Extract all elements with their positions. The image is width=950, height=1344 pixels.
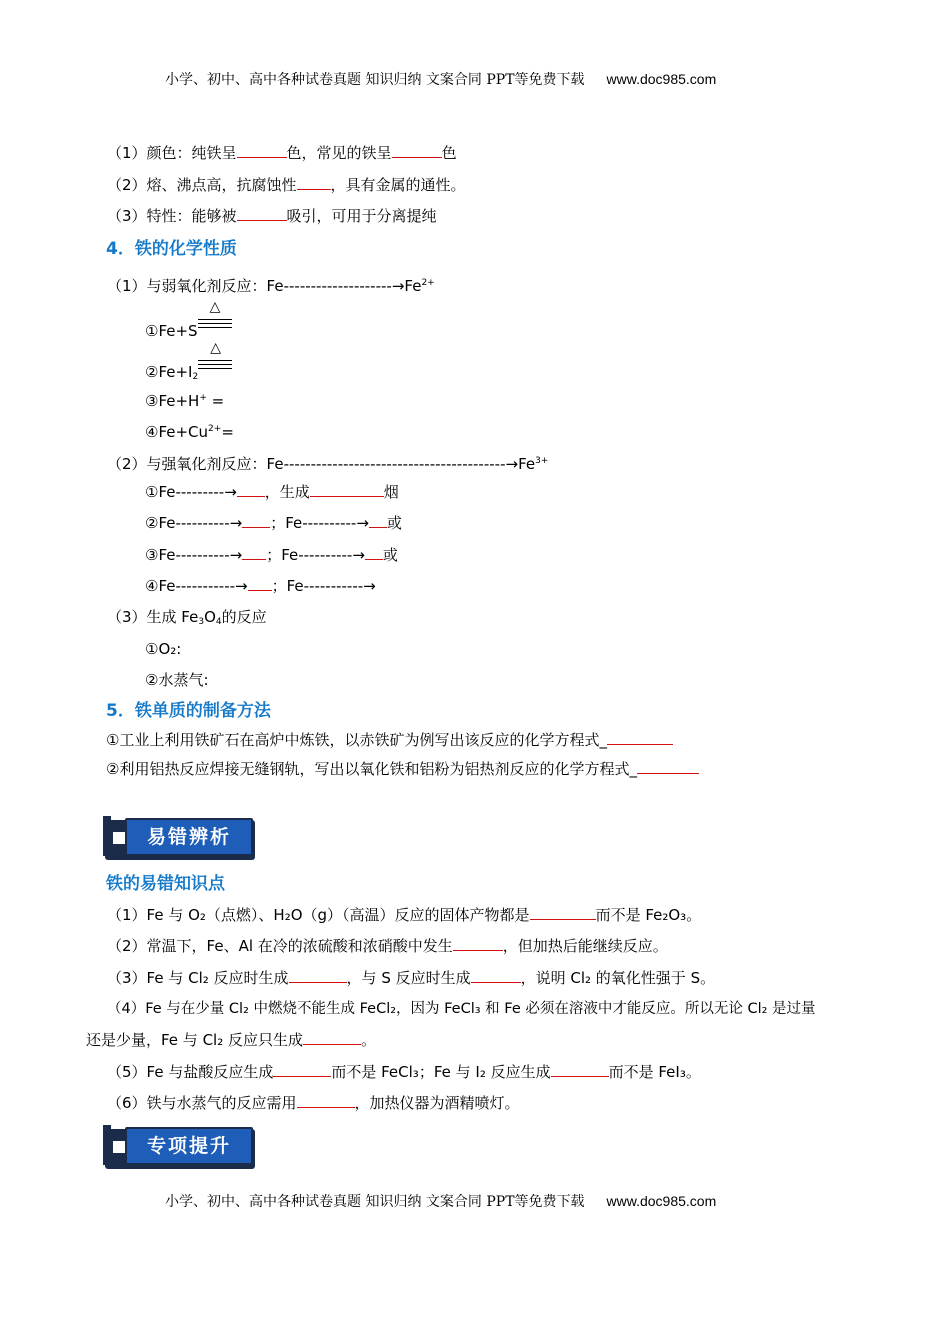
color-text-a: （1）颜色：纯铁呈 [107,144,237,162]
fe-i2-text: ②Fe+I [145,363,193,381]
banner-common-errors-label: 易错辨析 [125,818,253,856]
e6-text-a: （6）铁与水蒸气的反应需用 [107,1094,297,1112]
s2-text-b: ；Fe----------→ [270,514,369,532]
melting-text-a: （2）熔、沸点高，抗腐蚀性 [107,176,297,194]
s4-text-b: ；Fe-----------→ [271,577,376,595]
answer-blank[interactable] [392,143,442,158]
banner-special-practice-label: 专项提升 [125,1127,253,1165]
answer-blank[interactable] [237,206,287,221]
s2-text-c: 或 [386,514,402,532]
answer-blank[interactable] [237,482,265,497]
heat-equals-sign [198,340,234,377]
magnet-line [107,205,437,227]
answer-blank[interactable] [369,513,387,528]
fe3o4-sub1: 3 [198,617,205,627]
footer-url[interactable]: www.doc985.com [606,1193,717,1209]
steam-line: ②水蒸气: [145,671,209,689]
e3-text-b: ，与 S 反应时生成 [346,969,471,987]
footer-text: 小学、初中、高中各种试卷真题 知识归纳 文案合同 PPT等免费下载 [165,1194,585,1210]
color-text-c: 色 [441,144,457,162]
e4-text-c: 。 [361,1031,377,1049]
color-text-b: 色，常见的铁呈 [286,144,392,162]
magnet-text-b: 吸引，可用于分离提纯 [286,207,437,225]
s1-text-b: ，生成 [264,483,310,501]
answer-blank[interactable] [637,759,699,774]
reaction-fe-s [145,299,234,340]
strong-reaction-3 [145,544,398,566]
answer-blank[interactable] [303,1030,361,1045]
fe-h-eq: = [206,392,225,410]
e5-text-c: 而不是 FeI₃。 [608,1063,701,1081]
answer-blank[interactable] [607,730,673,745]
strong-label-sup: 3+ [535,456,549,466]
melting-line [107,174,466,196]
header-url[interactable]: www.doc985.com [606,71,717,87]
s1-text-a: ①Fe---------→ [145,483,237,501]
fe-h-sup: + [199,393,207,403]
fe3o4-label [107,606,267,628]
section-4-title: 4．铁的化学性质 [106,239,237,259]
error-line-4a: （4）Fe 与在少量 Cl₂ 中燃烧不能生成 FeCl₂，因为 FeCl₃ 和 Fe 必须在溶液中才能反应。所以无论 Cl₂ 是过量 [107,1001,816,1017]
weak-label-sup: 2+ [421,278,435,288]
page-footer [165,1191,716,1211]
s3-text-b: ；Fe----------→ [266,546,365,564]
answer-blank[interactable] [551,1062,609,1077]
banner-common-errors [103,816,253,856]
weak-label-text: （1）与弱氧化剂反应：Fe--------------------→Fe [107,277,422,295]
strong-oxidizer-label [107,450,548,472]
banner-special-practice [103,1125,253,1165]
answer-blank[interactable] [530,905,596,920]
answer-blank[interactable] [310,482,384,497]
answer-blank[interactable] [237,143,287,158]
s3-text-c: 或 [382,546,398,564]
answer-blank[interactable] [471,968,521,983]
answer-blank[interactable] [453,936,503,951]
error-line-6 [107,1092,520,1114]
answer-blank[interactable] [242,545,266,560]
strong-reaction-1 [145,481,399,503]
e2-text-b: ，但加热后能继续反应。 [502,937,668,955]
e1-text-b: 而不是 Fe₂O₃。 [595,906,702,924]
delta-symbol: △ [209,299,221,315]
error-line-4b [86,1029,376,1051]
e5-text-b: 而不是 FeCl₃；Fe 与 I₂ 反应生成 [331,1063,551,1081]
e5-text-a: （5）Fe 与盐酸反应生成 [107,1063,274,1081]
fe-s-text: ①Fe+S [145,322,198,340]
errors-title: 铁的易错知识点 [106,874,225,894]
blast-furnace-line [106,729,673,751]
heat-equals-sign [198,299,234,336]
s1-text-c: 烟 [383,483,399,501]
s4-text-a: ④Fe-----------→ [145,577,248,595]
answer-blank[interactable] [365,545,383,560]
fe3o4-text-c: 的反应 [221,608,267,626]
s2-text-a: ②Fe----------→ [145,514,243,532]
fe3o4-text-b: O [204,608,216,626]
answer-blank[interactable] [242,513,270,528]
fe-cu-eq: = [221,423,234,441]
e3-text-a: （3）Fe 与 Cl₂ 反应时生成 [107,969,289,987]
strong-reaction-2 [145,512,402,534]
fe-i2-sub: 2 [192,372,199,382]
reaction-fe-h [145,387,224,409]
answer-blank[interactable] [248,576,272,591]
error-line-1 [107,904,701,926]
delta-symbol: △ [210,340,221,356]
answer-blank[interactable] [273,1062,331,1077]
reaction-fe-cu [145,418,234,440]
answer-blank[interactable] [297,1093,355,1108]
fe-h-text: ③Fe+H [145,392,200,410]
fe-cu-sup: 2+ [208,424,222,434]
error-line-3 [107,967,715,989]
fe-cu-text: ④Fe+Cu [145,423,209,441]
color-line [107,142,457,164]
section-5-title: 5．铁单质的制备方法 [106,701,271,721]
s3-text-a: ③Fe----------→ [145,546,243,564]
magnet-text-a: （3）特性：能够被 [107,207,237,225]
error-line-5 [107,1061,701,1083]
answer-blank[interactable] [289,968,347,983]
o2-line: ①O₂: [145,640,182,658]
header-text: 小学、初中、高中各种试卷真题 知识归纳 文案合同 PPT等免费下载 [165,72,585,88]
strong-reaction-4 [145,575,376,597]
error-line-2 [107,935,668,957]
weak-oxidizer-label [107,272,435,294]
e2-text-a: （2）常温下，Fe、Al 在冷的浓硫酸和浓硝酸中发生 [107,937,453,955]
answer-blank[interactable] [297,175,331,190]
thermite-line [106,758,699,780]
page-header [165,69,716,89]
reaction-fe-i2 [145,340,234,382]
e3-text-c: ，说明 Cl₂ 的氧化性强于 S。 [520,969,716,987]
melting-text-b: ，具有金属的通性。 [330,176,466,194]
fe3o4-sub2: 4 [215,617,222,627]
strong-label-text: （2）与强氧化剂反应：Fe-----------------------------------------→Fe [107,455,536,473]
thermite-text: ②利用铝热反应焊接无缝钢轨，写出以氧化铁和铝粉为铝热剂反应的化学方程式_ [106,760,637,778]
e4-text-b: 还是少量，Fe 与 Cl₂ 反应只生成 [86,1031,303,1049]
e1-text-a: （1）Fe 与 O₂（点燃）、H₂O（g）（高温）反应的固体产物都是 [107,906,530,924]
blast-furnace-text: ①工业上利用铁矿石在高炉中炼铁，以赤铁矿为例写出该反应的化学方程式_ [106,731,607,749]
fe3o4-text-a: （3）生成 Fe [107,608,199,626]
e6-text-b: ，加热仪器为酒精喷灯。 [354,1094,520,1112]
